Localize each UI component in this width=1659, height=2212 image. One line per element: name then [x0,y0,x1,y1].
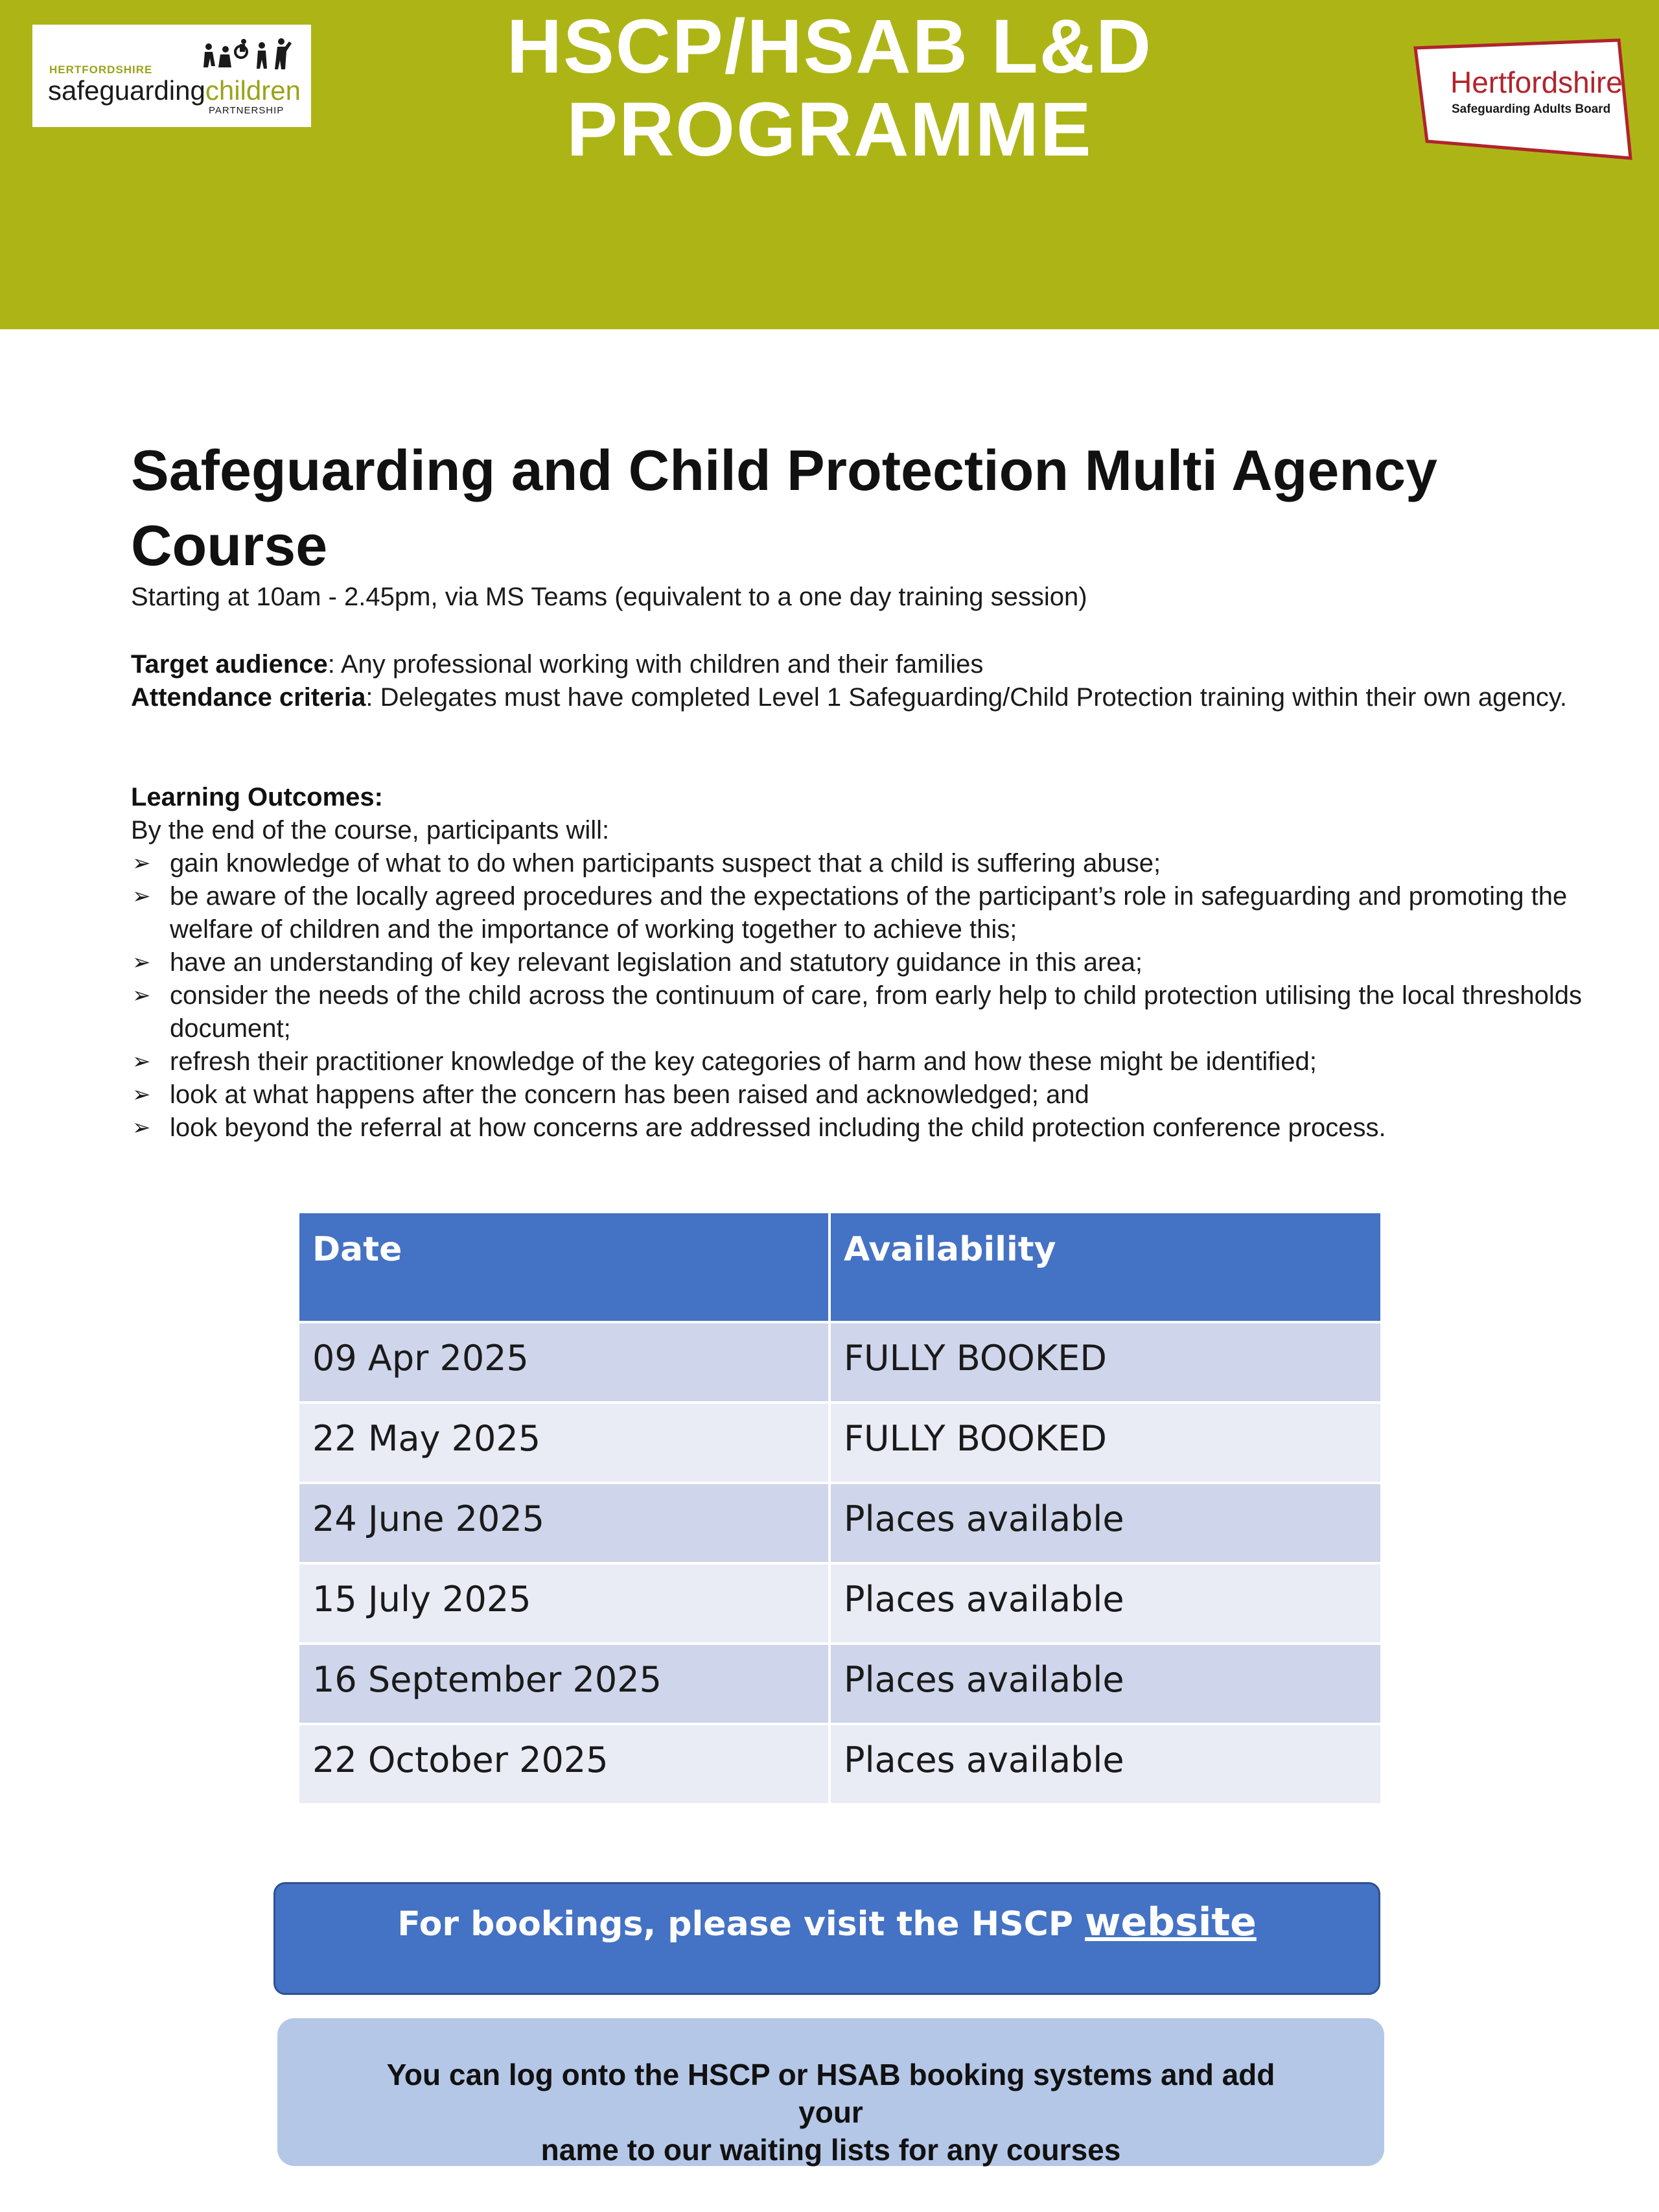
learning-outcome-item [131,1078,1583,1112]
availability-cell: FULLY BOOKED [830,1403,1382,1483]
availability-cell: Places available [830,1483,1382,1563]
availability-cell: FULLY BOOKED [830,1322,1382,1403]
date-cell: 09 Apr 2025 [298,1322,830,1403]
table-header-row [298,1212,1382,1322]
waiting-list-line1: You can log onto the HSCP or HSAB booking systems and add your [386,2058,1275,2129]
header-banner [0,0,1659,329]
learning-outcome-text: refresh their practitioner knowledge of the key categories of harm and how these might be identified; [170,1047,1317,1076]
table-row [298,1563,1382,1644]
hscp-logo-partnership: PARTNERSHIP [209,105,284,116]
course-title: Safeguarding and Child Protection Multi Agency Course [131,438,1437,577]
availability-cell: Places available [830,1644,1382,1724]
learning-outcome-item [131,946,1583,979]
availability-column-header: Availability [830,1212,1382,1322]
booking-banner [273,1882,1380,1995]
learning-outcomes-intro: By the end of the course, participants will: [131,816,610,844]
learning-outcomes-list [131,847,1583,1145]
hscp-logo-word-children: children [205,75,301,106]
arrow-bullet-icon: ➢ [132,950,151,975]
date-cell: 22 October 2025 [298,1724,830,1804]
availability-cell: Places available [830,1563,1382,1644]
availability-cell: Places available [830,1724,1382,1804]
programme-title-line1: HSCP/HSAB L&D [506,4,1153,89]
hscp-logo [32,25,311,127]
arrow-bullet-icon: ➢ [132,1082,151,1107]
attendance-criteria-text: : Delegates must have completed Level 1 Safeguarding/Child Protection training within their own agency. [365,683,1567,712]
hsab-logo-subtitle: Safeguarding Adults Board [1452,102,1611,116]
date-cell: 22 May 2025 [298,1403,830,1483]
learning-outcome-text: look at what happens after the concern has been raised and acknowledged; and [170,1080,1089,1109]
table-row [298,1724,1382,1804]
learning-outcome-text: consider the needs of the child across the continuum of care, from early help to child protection utilising the local thresholds document; [170,981,1582,1043]
hsab-logo [1413,38,1633,161]
hsab-logo-name: Hertfordshire [1450,65,1623,99]
website-link[interactable]: website [1085,1900,1257,1945]
learning-outcome-item [131,847,1583,880]
waiting-list-notice [277,2018,1384,2166]
target-audience-text: : Any professional working with children and their families [327,650,984,679]
children-figures-icon [200,35,303,76]
learning-outcome-text: be aware of the locally agreed procedures and the expectations of the participant’s role in safeguarding and promoting the welfare of children and the importance of working together to achieve this; [170,882,1568,944]
table-row [298,1483,1382,1563]
learning-outcome-text: look beyond the referral at how concerns are addressed including the child protection conference process. [170,1113,1386,1142]
target-audience-label: Target audience [131,650,328,679]
booking-text: For bookings, please visit the HSCP [397,1905,1085,1944]
learning-outcome-text: have an understanding of key relevant legislation and statutory guidance in this area; [170,948,1143,977]
date-column-header: Date [298,1212,830,1322]
date-cell: 16 September 2025 [298,1644,830,1724]
table-row [298,1322,1382,1403]
learning-outcome-text: gain knowledge of what to do when participants suspect that a child is suffering abuse; [170,849,1161,878]
learning-outcome-item [131,1045,1583,1078]
attendance-criteria-label: Attendance criteria [131,683,366,712]
table-row [298,1403,1382,1483]
arrow-bullet-icon: ➢ [132,983,151,1008]
table-row [298,1644,1382,1724]
attendance-criteria [131,681,1583,714]
arrow-bullet-icon: ➢ [132,1049,151,1074]
date-cell: 15 July 2025 [298,1563,830,1644]
learning-outcome-item [131,1112,1583,1145]
learning-outcome-item [131,880,1583,946]
hscp-logo-county: HERTFORDSHIRE [49,64,153,76]
hscp-logo-word-safeguarding: safeguarding [48,75,205,106]
arrow-bullet-icon: ➢ [132,851,151,876]
programme-title-line2: PROGRAMME [566,87,1093,172]
learning-outcomes-heading: Learning Outcomes: [131,783,383,811]
arrow-bullet-icon: ➢ [132,1115,151,1140]
hscp-logo-wordmark [48,76,301,105]
date-cell: 24 June 2025 [298,1483,830,1563]
arrow-bullet-icon: ➢ [132,884,151,909]
waiting-list-line2: name to our waiting lists for any courses [540,2133,1121,2167]
course-subtitle: Starting at 10am - 2.45pm, via MS Teams (equivalent to a one day training session) [131,583,1087,611]
programme-title [363,5,1296,171]
target-audience [131,648,1583,681]
course-dates-table [297,1211,1383,1806]
learning-outcome-item [131,979,1583,1045]
